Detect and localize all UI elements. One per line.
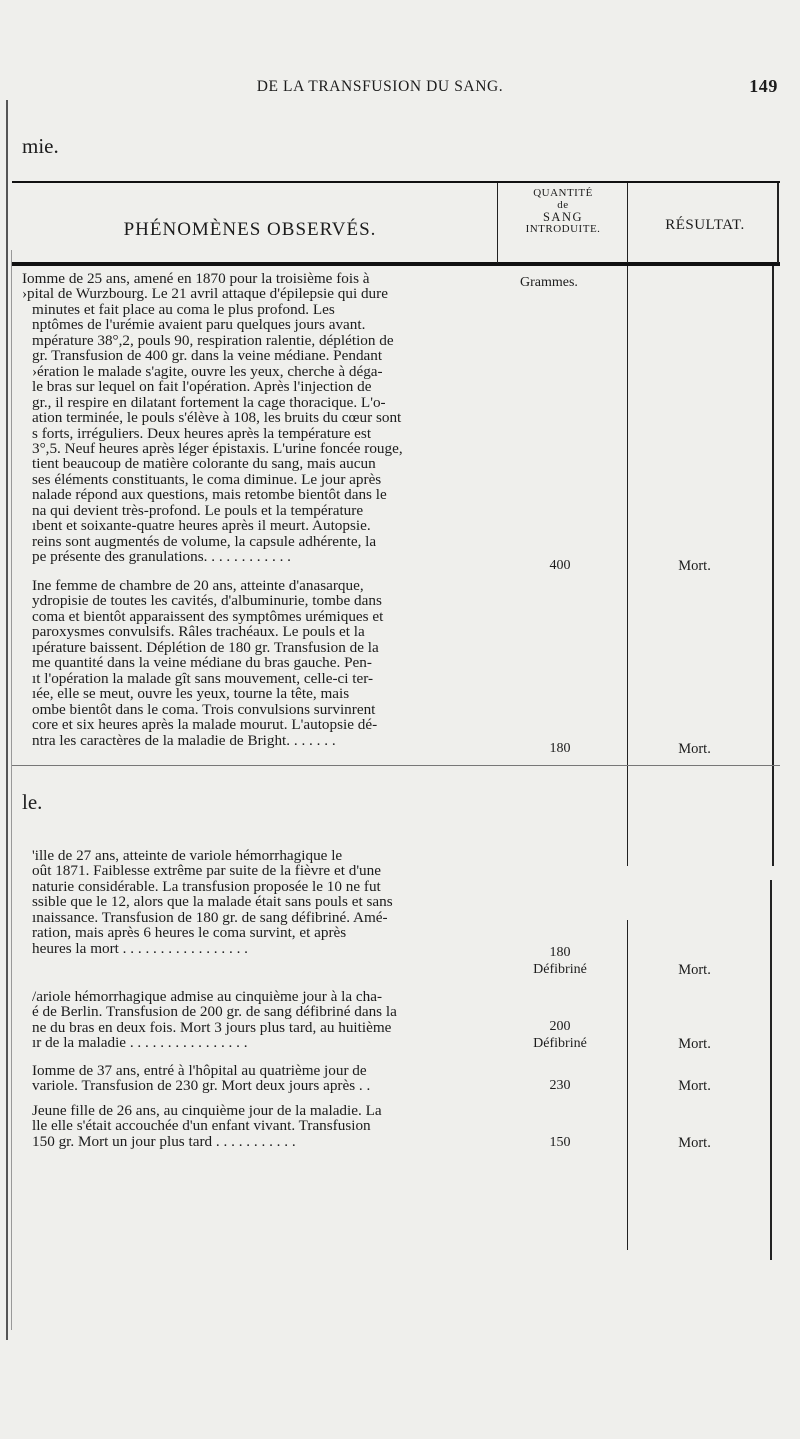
entry-1-line: nalade répond aux questions, mais retombe bientôt dans le: [32, 486, 387, 504]
entry-1-line: pe présente des granulations. . . . . . . . . . . .: [32, 548, 291, 566]
entry-4-line: é de Berlin. Transfusion de 200 gr. de sang défibriné dans la: [32, 1003, 397, 1021]
entry-4-quantity-note: Défibriné: [533, 1036, 587, 1051]
entry-3-quantity-note: Défibriné: [533, 962, 587, 977]
entry-1-result: Mort.: [678, 558, 711, 574]
body-separator-1-upper: [627, 266, 628, 866]
entry-2-line: me quantité dans la veine médiane du bras gauche. Pen-: [32, 654, 372, 672]
entry-1-line: reins sont augmentés de volume, la capsule adhérente, la: [32, 532, 377, 550]
page-number: 149: [749, 76, 778, 96]
entry-2-line: core et six heures après la malade mourut. L'autopsie dé-: [32, 716, 378, 734]
entry-3-line: oût 1871. Faiblesse extrême par suite de la fièvre et d'une: [32, 862, 381, 880]
entry-6-line: Jeune fille de 26 ans, au cinquième jour de la maladie. La: [32, 1102, 382, 1119]
units-label: Grammes.: [520, 275, 578, 290]
header-separator-3: [777, 183, 779, 263]
entry-4: [22, 989, 502, 1051]
body-separator-2-upper: [772, 266, 774, 866]
entry-6-line: 150 gr. Mort un jour plus tard . . . . . . . . . . .: [32, 1132, 296, 1150]
entry-6-quantity: 150: [549, 1135, 571, 1150]
entry-3-result: Mort.: [678, 962, 711, 978]
entry-3-quantity: 180: [549, 945, 571, 960]
section-fragment-second: le.: [22, 790, 43, 814]
header-separator-1: [497, 183, 498, 263]
quantity-header-line1: QUANTITÉ: [533, 187, 593, 199]
entry-3-line: ınaissance. Transfusion de 180 gr. de sang défibriné. Amé-: [32, 908, 388, 926]
entry-3-line: naturie considérable. La transfusion proposée le 10 ne fut: [32, 877, 381, 895]
entry-5-line: Iomme de 37 ans, entré à l'hôpital au quatrième jour de: [32, 1062, 367, 1079]
column-header-phenomena: PHÉNOMÈNES OBSERVÉS.: [123, 219, 377, 240]
running-head-title: DE LA TRANSFUSION DU SANG.: [256, 78, 504, 95]
entry-4-result: Mort.: [678, 1036, 711, 1052]
entry-2-line: ombe bientôt dans le coma. Trois convulsions survinrent: [32, 700, 376, 718]
entry-5: [22, 1063, 502, 1094]
entry-1-line: tient beaucoup de matière colorante du sang, mais aucun: [32, 455, 376, 473]
entry-2-line: paroxysmes convulsifs. Râles trachéaux. Le pouls et la: [32, 623, 365, 641]
entry-1-line: gr. Transfusion de 400 gr. dans la veine médiane. Pendant: [32, 347, 383, 365]
column-header-result: RÉSULTAT.: [665, 217, 745, 233]
entry-5-line: variole. Transfusion de 230 gr. Mort deux jours après . .: [32, 1077, 371, 1095]
left-margin-rule-inner: [11, 250, 12, 1330]
entry-1-line: ation terminée, le pouls s'élève à 108, les bruits du cœur sont: [32, 409, 402, 427]
entry-2: [22, 578, 502, 748]
entry-1-quantity: 400: [549, 558, 571, 573]
section-divider-rule: [12, 765, 780, 766]
entry-1-line: ›ération le malade s'agite, ouvre les yeux, cherche à déga-: [32, 362, 383, 380]
entry-1-line: ›pital de Wurzbourg. Le 21 avril attaque d'épilepsie qui dure: [22, 285, 388, 303]
entry-6-line: lle elle s'était accouchée d'un enfant vivant. Transfusion: [32, 1117, 371, 1135]
entry-2-quantity: 180: [549, 741, 571, 756]
entry-4-quantity: 200: [549, 1019, 571, 1034]
entry-4-line: ır de la maladie . . . . . . . . . . . . . . . .: [32, 1034, 248, 1052]
entry-1-line: ses éléments constituants, le coma diminue. Le jour après: [32, 470, 382, 488]
header-top-rule: [12, 181, 780, 183]
entry-2-line: ntra les caractères de la maladie de Bright. . . . . . .: [32, 731, 336, 749]
entry-3: [22, 848, 502, 956]
body-separator-2-lower: [770, 880, 772, 1260]
entry-3-line: ration, mais après 6 heures le coma survint, et après: [32, 924, 347, 942]
entry-2-line: ıpérature baissent. Déplétion de 180 gr. Transfusion de la: [32, 638, 379, 656]
entry-2-result: Mort.: [678, 741, 711, 757]
column-header-quantity: [503, 188, 623, 236]
entry-4-line: /ariole hémorrhagique admise au cinquième jour à la cha-: [32, 988, 383, 1005]
entry-1-line: gr., il respire en dilatant fortement la cage thoracique. L'o-: [32, 393, 386, 411]
entry-1-line: 3°,5. Neuf heures après léger épistaxis. L'urine foncée rouge,: [32, 439, 403, 457]
entry-2-line: ıt l'opération la malade gît sans mouvement, celle-ci ter-: [32, 669, 374, 687]
entry-2-line: ydropisie de toutes les cavités, d'albuminurie, tombe dans: [32, 592, 382, 610]
entry-3-line: heures la mort . . . . . . . . . . . . . . . . .: [32, 939, 248, 957]
left-margin-rule: [6, 100, 8, 1340]
header-separator-2: [627, 183, 628, 263]
header-bottom-rule: [12, 262, 780, 266]
entry-6: [22, 1103, 502, 1149]
entry-1-line: s forts, irréguliers. Deux heures après la température est: [32, 424, 372, 442]
entry-1-line: nptômes de l'urémie avaient paru quelques jours avant.: [32, 316, 366, 334]
entry-3-line: 'ille de 27 ans, atteinte de variole hémorrhagique le: [32, 847, 343, 864]
entry-5-quantity: 230: [549, 1078, 571, 1093]
entry-1-line: ıbent et soixante-quatre heures après il meurt. Autopsie.: [32, 517, 371, 535]
entry-3-line: ssible que le 12, alors que la malade était sans pouls et sans: [32, 893, 393, 911]
entry-6-result: Mort.: [678, 1135, 711, 1151]
entry-2-line: Ine femme de chambre de 20 ans, atteinte d'anasarque,: [32, 577, 364, 594]
entry-1-line: Iomme de 25 ans, amené en 1870 pour la troisième fois à: [22, 270, 370, 287]
entry-2-line: coma et bientôt apparaissent des symptômes urémiques et: [32, 607, 384, 625]
entry-1-line: mpérature 38°,2, pouls 90, respiration ralentie, déplétion de: [32, 331, 394, 349]
body-separator-1-lower: [627, 920, 628, 1250]
entry-1-line: le bras sur lequel on fait l'opération. Après l'injection de: [32, 378, 372, 396]
entry-5-result: Mort.: [678, 1078, 711, 1094]
quantity-header-line2: de: [557, 198, 569, 211]
section-fragment-first: mie.: [22, 134, 59, 158]
entry-4-line: ne du bras en deux fois. Mort 3 jours plus tard, au huitième: [32, 1018, 392, 1036]
entry-1: [22, 271, 502, 565]
entry-1-line: na qui devient très-profond. Le pouls et la température: [32, 501, 364, 519]
quantity-header-line4: INTRODUITE.: [525, 223, 601, 236]
entry-2-line: ıée, elle se meut, ouvre les yeux, tourne la tête, mais: [32, 685, 350, 703]
quantity-header-line3: SANG: [542, 210, 584, 225]
entry-1-line: minutes et fait place au coma le plus profond. Les: [32, 300, 335, 318]
